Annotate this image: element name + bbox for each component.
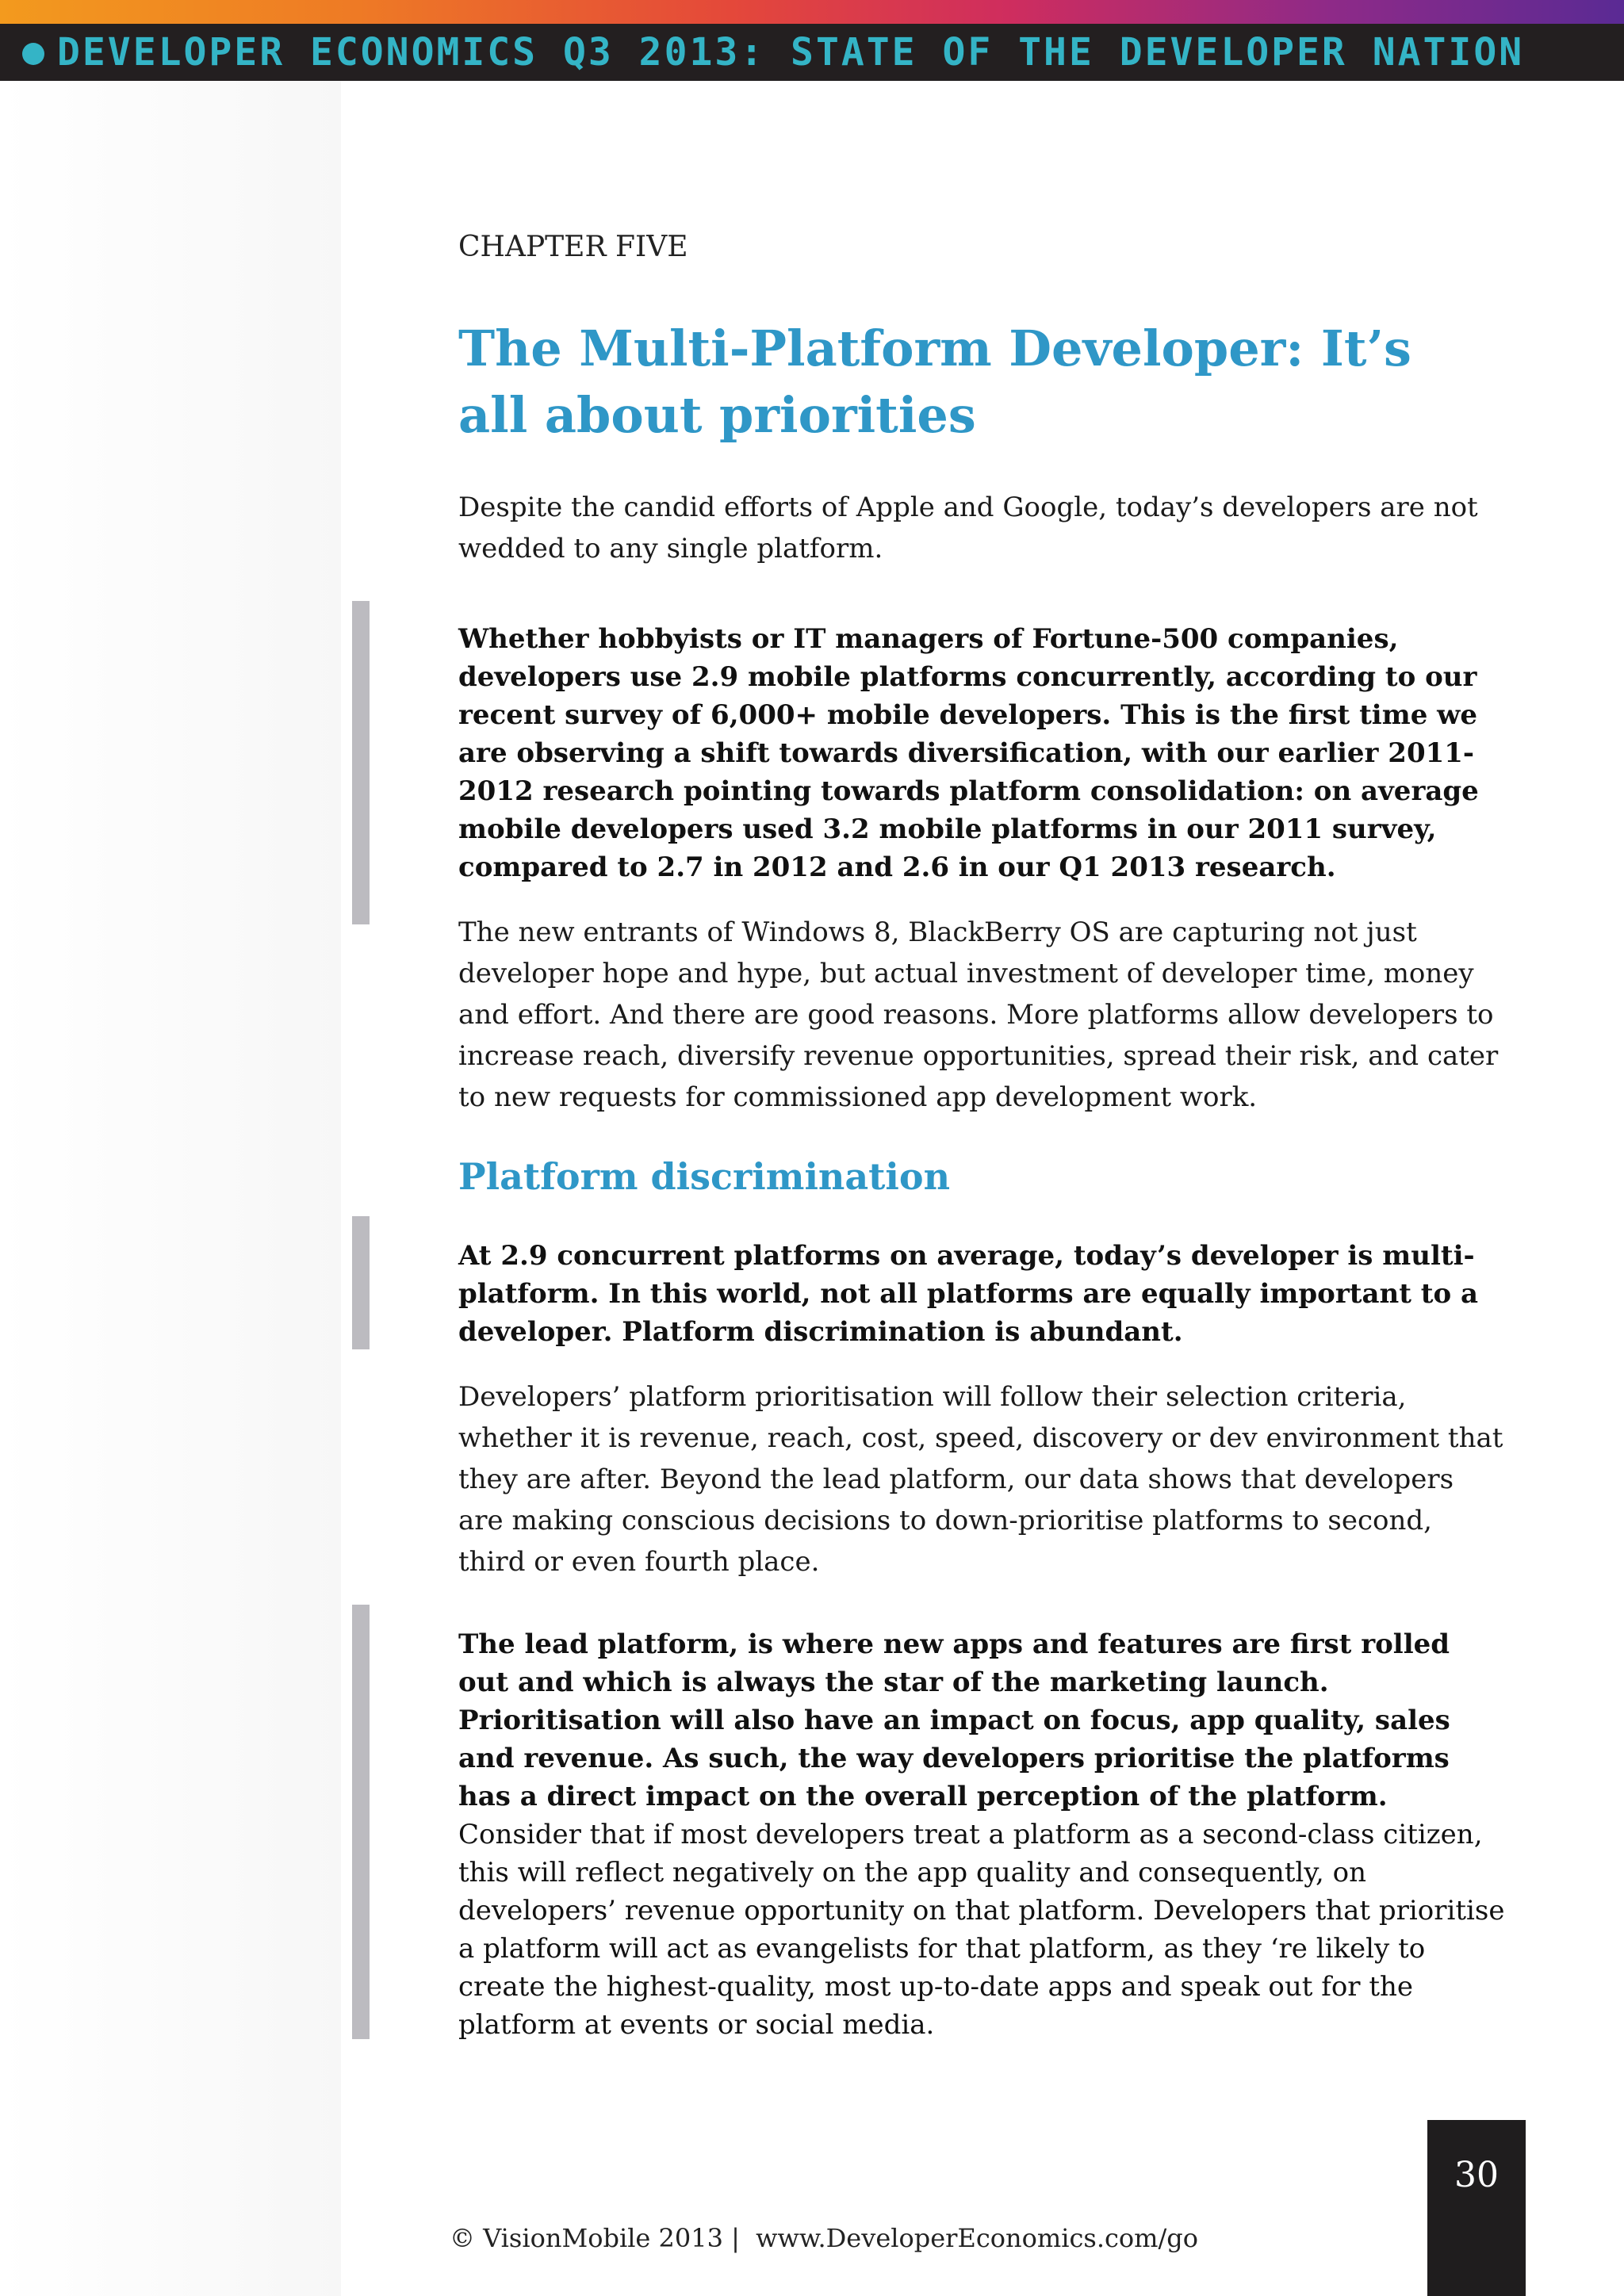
chapter-title-line-2: all about priorities <box>458 386 976 444</box>
pull-quote-2-text: At 2.9 concurrent platforms on average, today’s developer is multi-platform. In this world, not all platforms are equally important to a developer. Platform discrimination is abundant. <box>458 1240 1479 1348</box>
footer-url-link[interactable]: www.DeveloperEconomics.com/go <box>756 2223 1199 2253</box>
body-paragraph-3: Developers’ platform prioritisation will follow their selection criteria, whether it is revenue, reach, cost, speed, discovery or dev environment that they are after. Beyond the lead platform, our data shows that developers are making conscious decisions to down-prioritise platforms to second, third or even fourth place. <box>458 1381 1503 1578</box>
quote-bar <box>352 1605 370 2039</box>
chapter-label: CHAPTER FIVE <box>458 231 688 263</box>
footer <box>0 2223 1624 2253</box>
page-content <box>458 228 1505 2044</box>
body-paragraph-2: The new entrants of Windows 8, BlackBerry OS are capturing not just developer hope and hype, but actual investment of developer time, money and effort. And there are good reasons. More platforms allow developers to increase reach, diversify revenue opportunities, spread their risk, and cater to new requests for commissioned app development work. <box>458 916 1499 1113</box>
footer-copyright: © VisionMobile 2013 | <box>449 2223 740 2253</box>
section-heading: Platform discrimination <box>458 1155 951 1198</box>
pull-quote-3-bold: The lead platform, is where new apps and features are first rolled out and which is always the star of the marketing launch. Prioritisation will also have an impact on focus, app quality, sales and revenue. As such, the way developers prioritise the platforms has a direct impact on the overall perception of the platform. <box>458 1628 1450 1812</box>
page-number: 30 <box>1454 2155 1499 2195</box>
pull-quote-1 <box>458 620 1505 886</box>
quote-bar <box>352 601 370 924</box>
pull-quote-3-text: Consider that if most developers treat a platform as a second-class citizen, this will reflect negatively on the app quality and consequently, on developers’ revenue opportunity on that platform. Developers that prioritise a platform will act as evangelists for that platform, as they ‘re likely to create the highest-quality, most up-to-date apps and speak out for the platform at events or social media. <box>458 1819 1505 2041</box>
chapter-title <box>458 316 1505 449</box>
header-dot-icon <box>22 43 44 65</box>
quote-bar <box>352 1216 370 1349</box>
left-page-shade <box>0 79 341 2296</box>
intro-paragraph: Despite the candid efforts of Apple and Google, today’s developers are not wedded to any single platform. <box>458 492 1478 564</box>
pull-quote-3 <box>458 1625 1505 2044</box>
page-number-box <box>1427 2120 1526 2296</box>
chapter-title-line-1: The Multi-Platform Developer: It’s <box>458 320 1411 377</box>
header-gradient-strip <box>0 0 1624 24</box>
pull-quote-2 <box>458 1237 1505 1351</box>
pull-quote-1-text: Whether hobbyists or IT managers of Fortune-500 companies, developers use 2.9 mobile platforms concurrently, according to our recent survey of 6,000+ mobile developers. This is the first time we are observing a shift towards diversification, with our earlier 2011-2012 research pointing towards platform consolidation: on average mobile developers used 3.2 mobile platforms in our 2011 survey, compared to 2.7 in 2012 and 2.6 in our Q1 2013 research. <box>458 623 1479 883</box>
report-title: DEVELOPER ECONOMICS Q3 2013: STATE OF THE DEVELOPER NATION <box>57 30 1525 75</box>
